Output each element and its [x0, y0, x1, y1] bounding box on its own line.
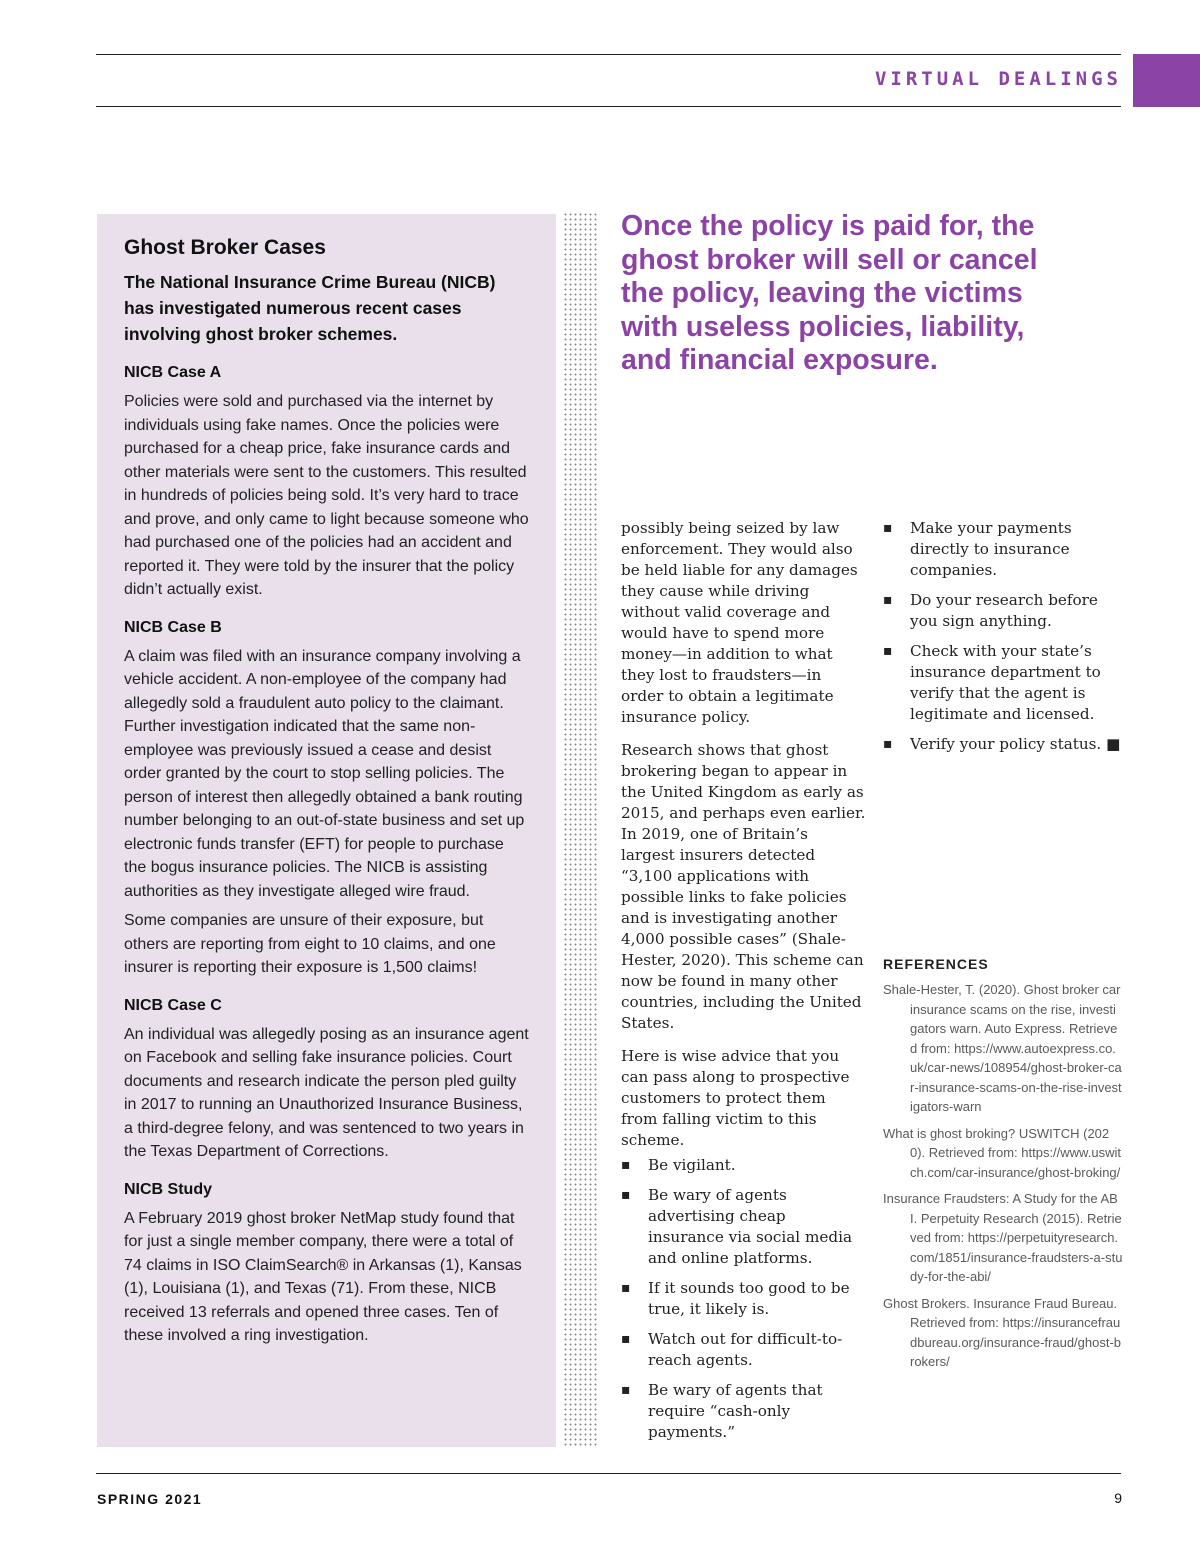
sidebar-title: Ghost Broker Cases [124, 236, 326, 259]
study-heading: NICB Study [124, 1180, 212, 1198]
header-rule-bottom [96, 106, 1121, 107]
references [883, 956, 1123, 1379]
tips-list-continued [883, 518, 1123, 755]
section-label: VIRTUAL DEALINGS [874, 68, 1122, 90]
case-b-heading: NICB Case B [124, 618, 222, 636]
article-paragraph: possibly being seized by law enforcement. They would also be held liable for any damages they cause while driving without valid coverage and would have to spend more money—in addition to what they lost to fraudsters—in order to obtain a legitimate insurance policy. [621, 519, 858, 726]
case-a-heading: NICB Case A [124, 364, 222, 381]
references-heading: REFERENCES [883, 956, 989, 972]
case-a-text: Policies were sold and purchased via the internet by individuals using fake names. Once the policies were purchased for a cheap price, fake insurance cards and other materials were sent to the customers. This resulted in hundreds of policies being sold. It’s very hard to trace and prove, and only came to light because someone who had purchased one of the policies had an accident and reported it. They were told by the insurer that the policy didn’t actually exist. [124, 393, 529, 598]
tip-item: ▪ Make your payments directly to insurance companies. [883, 518, 1123, 581]
pull-quote: Once the policy is paid for, the ghost broker will sell or cancel the policy, leaving the victims with useless policies, liability, and financial exposure. [621, 210, 1038, 376]
page-number: 9 [1114, 1490, 1122, 1506]
case-b [124, 619, 530, 980]
case-b-text-2: Some companies are unsure of their exposure, but others are reporting from eight to 10 claims, and one insurer is reporting their exposure is 1,500 claims! [124, 912, 496, 976]
article-column-right [883, 518, 1123, 764]
sidebar-intro: The National Insurance Crime Bureau (NICB) has investigated numerous recent cases involving ghost broker schemes. [124, 272, 496, 344]
tip-item: ▪ Be vigilant. [621, 1155, 866, 1176]
footer-rule [96, 1473, 1121, 1474]
case-b-text: A claim was filed with an insurance company involving a vehicle accident. A non-employee of the company had allegedly sold a fraudulent auto policy to the claimant. Further investigation indicated that the same non-employee was previously issued a cease and desist order granted by the court to stop selling policies. The person of interest then allegedly obtained a bank routing number belonging to an out-of-state business and set up electronic funds transfer (EFT) for people to purchase the bogus insurance policies. The NICB is assisting authorities as they investigate alleged wire fraud. [124, 647, 525, 900]
tip-item: ▪ Be wary of agents advertising cheap insurance via social media and online platforms. [621, 1185, 866, 1269]
tips-list [621, 1155, 866, 1443]
tip-item: ▪ If it sounds too good to be true, it likely is. [621, 1278, 866, 1320]
footer-issue: SPRING 2021 [97, 1491, 203, 1507]
case-c [124, 997, 530, 1164]
nicb-study [124, 1181, 530, 1348]
tip-item: ▪ Verify your policy status. ■ [883, 734, 1123, 755]
reference-item: Shale-Hester, T. (2020). Ghost broker car insurance scams on the rise, investigators warn. Auto Express. Retrieved from: https://www.autoexpress.co.uk/car-news/108954/ghost-broker-car-insurance-scams-on-the-rise-investigators-warn [883, 982, 1122, 1114]
case-c-heading: NICB Case C [124, 996, 222, 1014]
section-tab [1133, 54, 1200, 107]
article-paragraph: Research shows that ghost brokering began to appear in the United Kingdom as early as 2015, and perhaps even earlier. In 2019, one of Britain’s largest insurers detected “3,100 applications with possible links to fake policies and is investigating another 4,000 possible cases” (Shale-Hester, 2020). This scheme can now be found in many other countries, including the United States. [621, 741, 866, 1032]
reference-item: Insurance Fraudsters: A Study for the ABI. Perpetuity Research (2015). Retrieved from: https://perpetuityresearch.com/1851/insurance-fraudsters-a-study-for-the-abi/ [883, 1191, 1123, 1284]
header-rule-top [96, 54, 1121, 55]
sidebar-ghost-broker-cases [97, 214, 556, 1447]
tip-item: ▪ Do your research before you sign anything. [883, 590, 1123, 632]
tip-item: ▪ Be wary of agents that require “cash-only payments.” [621, 1380, 866, 1443]
case-c-text: An individual was allegedly posing as an insurance agent on Facebook and selling fake insurance policies. Court documents and research indicate the person pled guilty in 2017 to running an Unauthorized Insurance Business, a third-degree felony, and was sentenced to two years in the Texas Department of Corrections. [124, 1025, 529, 1160]
reference-item: Ghost Brokers. Insurance Fraud Bureau. Retrieved from: https://insurancefraudbureau.org/insurance-fraud/ghost-brokers/ [883, 1295, 1122, 1369]
article-paragraph: Here is wise advice that you can pass along to prospective customers to protect them from falling victim to this scheme. [621, 1047, 850, 1149]
reference-item: What is ghost broking? USWITCH (2020). Retrieved from: https://www.uswitch.com/car-insurance/ghost-broking/ [883, 1125, 1121, 1180]
tip-item: ▪ Check with your state’s insurance department to verify that the agent is legitimate and licensed. [883, 641, 1123, 725]
case-a [124, 364, 530, 602]
article-column-middle [621, 518, 866, 1452]
dotted-divider [563, 212, 599, 1448]
tip-item: ▪ Watch out for difficult-to-reach agents. [621, 1329, 866, 1371]
study-text: A February 2019 ghost broker NetMap study found that for just a single member company, there were a total of 74 claims in ISO ClaimSearch® in Arkansas (1), Kansas (1), Louisiana (1), and Texas (71). From these, NICB received 13 referrals and opened three cases. Ten of these involved a ring investigation. [124, 1209, 522, 1344]
